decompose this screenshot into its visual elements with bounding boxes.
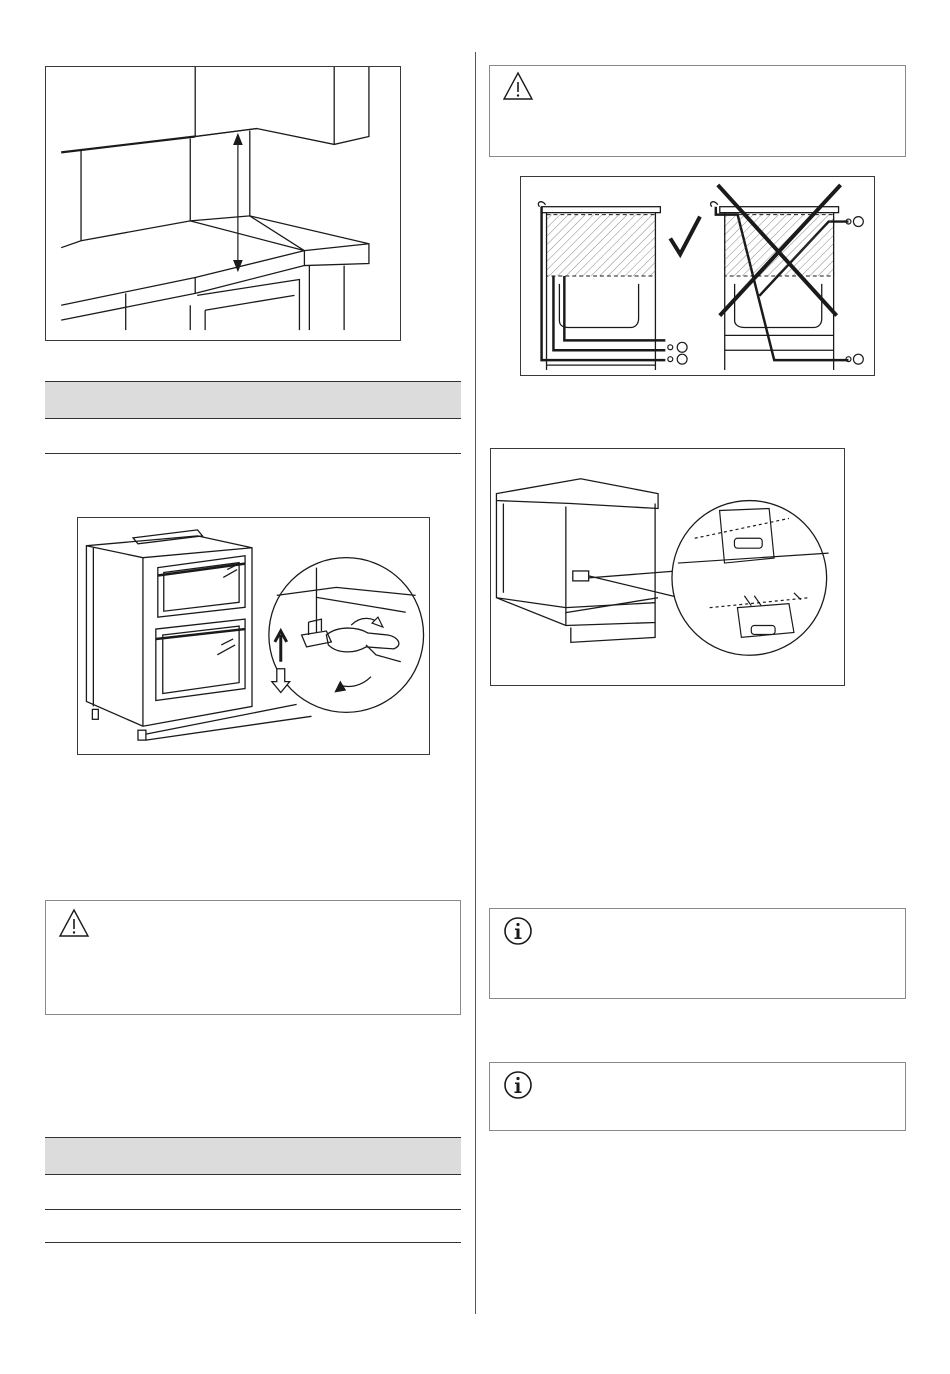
figure-levelling-feet [77, 517, 430, 755]
warning-triangle-icon [58, 907, 90, 939]
warning-notice-2 [489, 65, 906, 157]
info-notice-1 [489, 908, 906, 999]
table-2-row-divider-1 [45, 1209, 461, 1210]
figure-cabinet-clearance [45, 66, 401, 341]
info-icon [502, 915, 534, 947]
warning-triangle-icon [502, 70, 534, 102]
anti-tilt-bracket-illustration [491, 449, 844, 685]
kitchen-clearance-illustration [46, 67, 400, 340]
table-2-header [45, 1137, 461, 1175]
table-1-row-divider [45, 453, 461, 454]
cable-routing-correct-incorrect-illustration [521, 177, 874, 375]
table-2-row-divider-2 [45, 1242, 461, 1243]
info-notice-2 [489, 1062, 906, 1131]
column-divider [475, 52, 476, 1314]
table-1-header [45, 381, 461, 419]
figure-cable-routing [520, 176, 875, 376]
figure-anti-tilt [490, 448, 845, 686]
info-icon [502, 1069, 534, 1101]
warning-notice-1 [45, 900, 461, 1015]
oven-levelling-feet-illustration [78, 518, 429, 754]
